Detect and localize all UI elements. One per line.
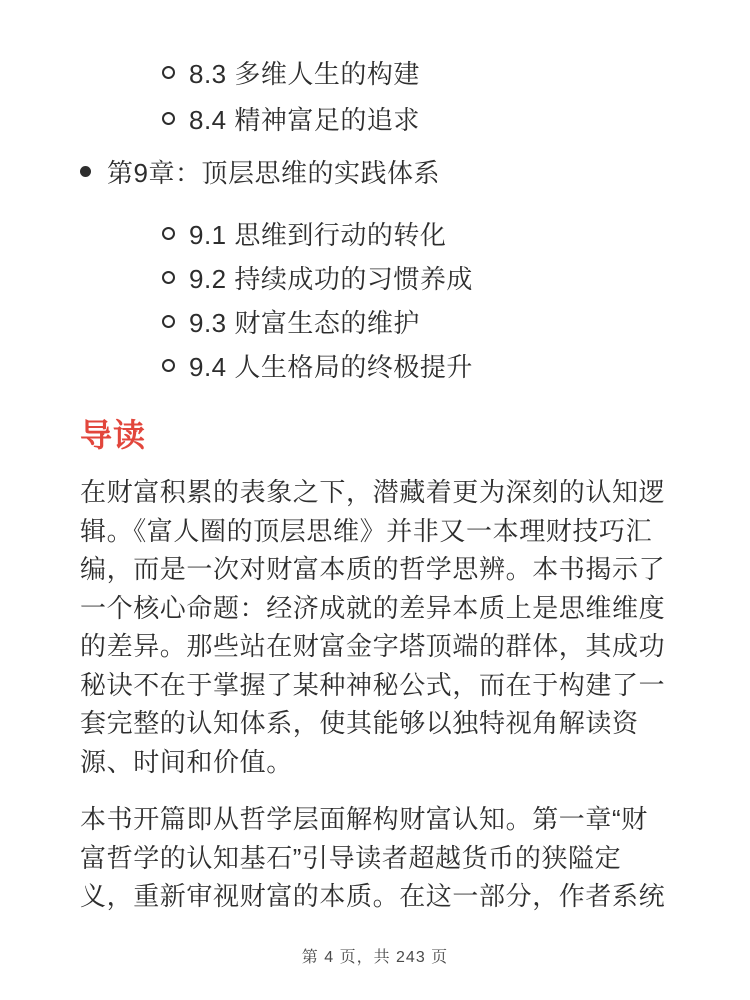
toc-chapter-label: 第9章：顶层思维的实践体系 [107,157,440,188]
section-heading: 导读 [80,417,147,453]
circle-bullet-icon [162,271,175,284]
table-of-contents [80,49,670,387]
paragraph-line: 源、时间和价值。 [80,746,293,777]
toc-item-label: 9.3 财富生态的维护 [189,307,420,338]
toc-item-9-4 [162,343,670,387]
toc-item-label: 8.4 精神富足的追求 [189,104,420,135]
paragraph-line: 一个核心命题：经济成就的差异本质上是思维维度 [80,592,666,623]
page-number-indicator: 第 4 页，共 243 页 [301,949,449,966]
toc-item-8-3 [162,49,670,95]
paragraph-line: 编，而是一次对财富本质的哲学思辨。本书揭示了 [80,554,666,584]
toc-item-label: 8.3 多维人生的构建 [189,58,420,89]
toc-item-chapter-9 [80,149,670,193]
circle-bullet-icon [162,227,175,240]
toc-item-label: 9.1 思维到行动的转化 [189,219,447,250]
toc-item-9-1 [162,211,670,255]
paragraph-line: 的差异。那些站在财富金字塔顶端的群体，其成功 [80,631,666,661]
toc-item-8-4 [162,95,670,141]
intro-paragraph-1 [80,473,670,781]
paragraph-line: 本书开篇即从哲学层面解构财富认知。第一章“财 [80,804,648,834]
disc-bullet-icon [80,166,91,177]
paragraph-line: 套完整的认知体系，使其能够以独特视角解读资 [80,708,639,738]
circle-bullet-icon [162,315,175,328]
toc-item-label: 9.2 持续成功的习惯养成 [189,263,473,294]
circle-bullet-icon [162,359,175,372]
toc-item-9-2 [162,255,670,299]
toc-item-9-3 [162,299,670,343]
circle-bullet-icon [162,66,175,79]
paragraph-line: 辑。《富人圈的顶层思维》并非又一本理财技巧汇 [80,515,653,546]
toc-item-label: 9.4 人生格局的终极提升 [189,351,473,382]
paragraph-line: 义，重新审视财富的本质。在这一部分，作者系统 [80,881,666,911]
paragraph-line: 秘诀不在于掌握了某种神秘公式，而在于构建了一 [80,669,666,700]
paragraph-line: 在财富积累的表象之下，潜藏着更为深刻的认知逻 [80,477,666,507]
paragraph-line: 富哲学的认知基石”引导读者超越货币的狭隘定 [80,842,622,873]
intro-paragraph-2 [80,800,670,916]
circle-bullet-icon [162,112,175,125]
